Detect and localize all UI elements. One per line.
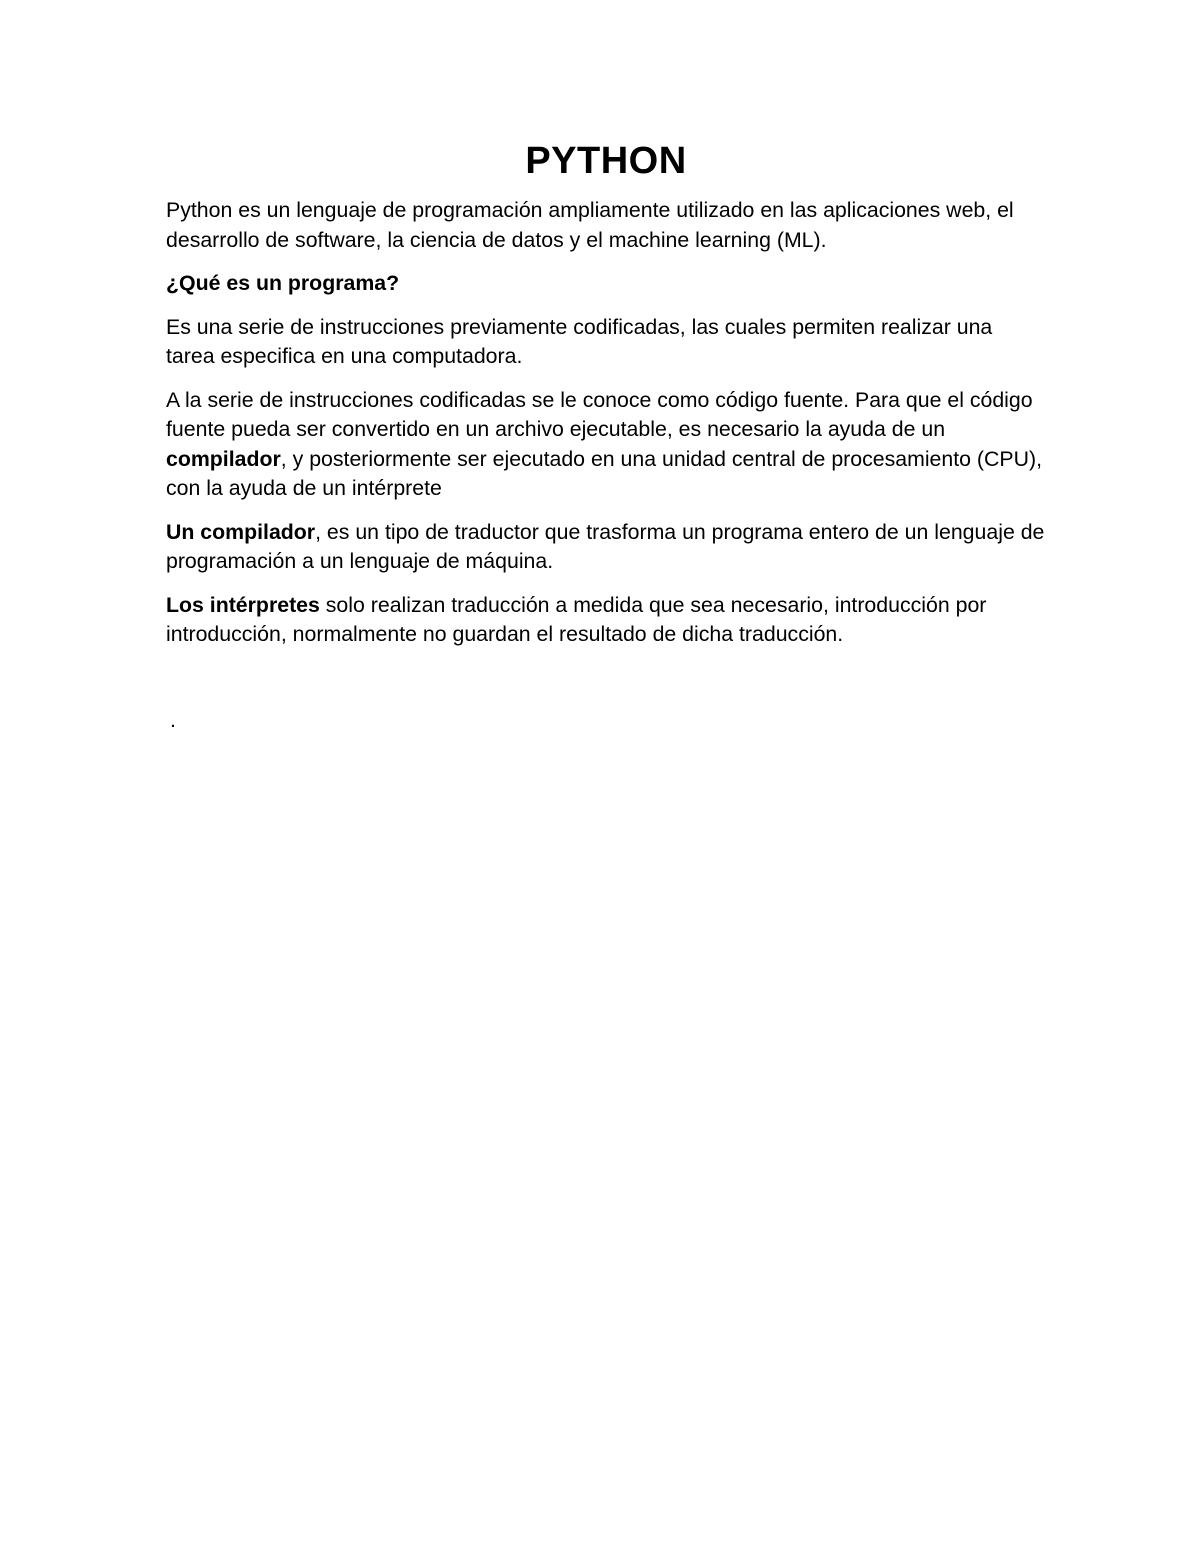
document-title: PYTHON [525, 140, 687, 182]
compiler-definition: , es un tipo de traductor que trasforma un programa entero de un lenguaje de programación a un lenguaje de máquina. [166, 519, 1045, 573]
program-definition-paragraph: Es una serie de instrucciones previamente codificadas, las cuales permiten realizar una tarea especifica en una computadora. [166, 314, 993, 368]
question-heading: ¿Qué es un programa? [166, 271, 400, 295]
compiler-paragraph [166, 518, 1046, 577]
trailing-mark: . [170, 707, 176, 732]
document-content [166, 138, 1046, 735]
source-code-text-before: A la serie de instrucciones codificadas se le conoce como código fuente. Para que el código fuente pueda ser convertido en un archivo ejecutable, es necesario la ayuda de un [166, 387, 1033, 441]
interpreter-paragraph [166, 591, 1046, 650]
interpreter-definition: solo realizan traducción a medida que sea necesario, introducción por introducción, normalmente no guardan el resultado de dicha traducción. [166, 592, 987, 646]
source-code-text-after: , y posteriormente ser ejecutado en una unidad central de procesamiento (CPU), con la ayuda de un intérprete [166, 446, 1042, 500]
intro-paragraph: Python es un lenguaje de programación ampliamente utilizado en las aplicaciones web, el desarrollo de software, la ciencia de datos y el machine learning (ML). [166, 198, 1014, 252]
compiler-term: Un compilador [166, 519, 316, 544]
interpreter-term: Los intérpretes [166, 592, 320, 617]
source-code-paragraph [166, 386, 1046, 504]
compilador-term: compilador [166, 446, 281, 471]
